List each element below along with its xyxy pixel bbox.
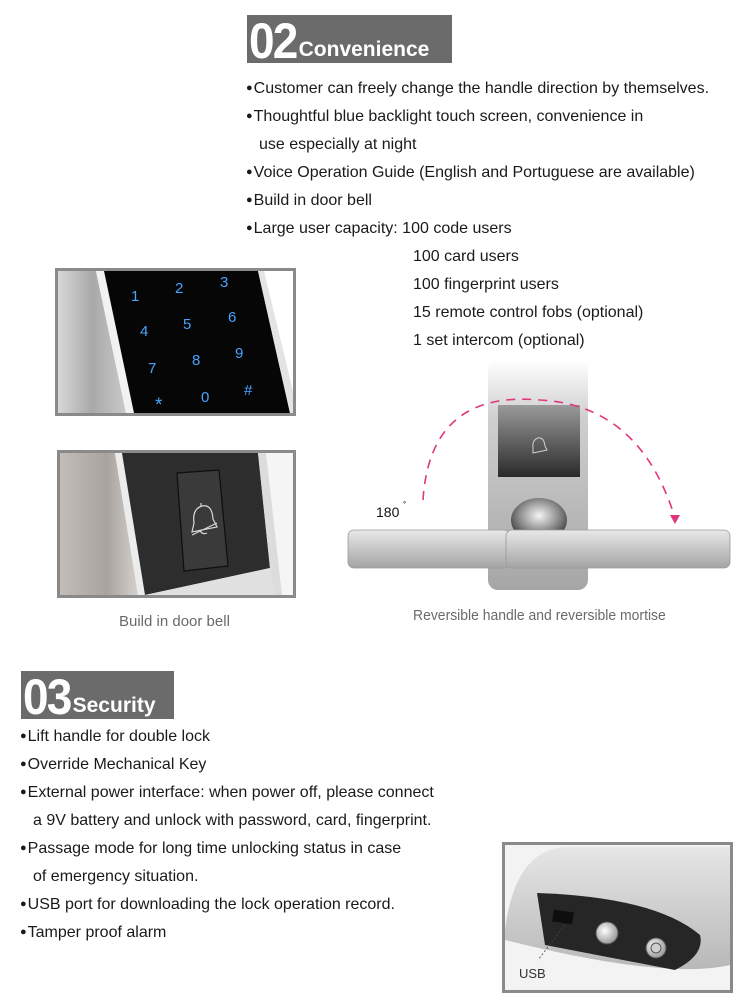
list-item-continuation: of emergency situation. [33, 868, 199, 885]
section-number: 02 [249, 15, 297, 63]
list-subitem: 1 set intercom (optional) [413, 332, 585, 349]
svg-text:1: 1 [131, 288, 140, 305]
svg-text:2: 2 [175, 280, 184, 297]
svg-text:4: 4 [140, 323, 149, 340]
list-item: ● Passage mode for long time unlocking status in case [20, 835, 434, 863]
svg-text:5: 5 [183, 316, 192, 333]
svg-text:3: 3 [220, 274, 229, 291]
security-section-header [21, 671, 174, 719]
list-item-continuation: a 9V battery and unlock with password, card, fingerprint. [33, 812, 432, 829]
arrow-tip-icon [670, 515, 680, 524]
handle-photo [340, 360, 740, 600]
list-item: ● Override Mechanical Key [20, 751, 434, 779]
list-item: ● Thoughtful blue backlight touch screen, convenience in [246, 103, 709, 131]
list-item: ● Large user capacity: 100 code users [246, 215, 709, 243]
svg-text:6: 6 [228, 309, 237, 326]
convenience-feature-list [246, 75, 709, 355]
keypad-photo [55, 268, 296, 416]
svg-text:7: 7 [148, 360, 157, 377]
section-number: 03 [23, 671, 71, 719]
list-subitem: 100 card users [413, 248, 519, 265]
section-title: Security [72, 694, 156, 717]
angle-label: 180 [376, 504, 400, 520]
doorbell-photo [57, 450, 296, 598]
list-item: ● USB port for downloading the lock operation record. [20, 891, 434, 919]
svg-text:0: 0 [201, 389, 210, 406]
list-subitem: 100 fingerprint users [413, 276, 559, 293]
list-item-continuation: use especially at night [259, 136, 417, 153]
list-item: ● Customer can freely change the handle direction by themselves. [246, 75, 709, 103]
security-feature-list [20, 723, 434, 947]
doorbell-caption: Build in door bell [119, 613, 230, 630]
keypad-illustration [58, 271, 293, 413]
usb-port-photo [502, 842, 733, 993]
usb-label: USB [519, 966, 546, 981]
list-item: ● Tamper proof alarm [20, 919, 434, 947]
list-item: ● Voice Operation Guide (English and Portuguese are available) [246, 159, 709, 187]
list-subitem: 15 remote control fobs (optional) [413, 304, 644, 321]
svg-text:#: # [244, 382, 253, 399]
svg-text:*: * [155, 395, 163, 413]
svg-text:9: 9 [235, 345, 244, 362]
list-item: ● Build in door bell [246, 187, 709, 215]
svg-text:8: 8 [192, 352, 201, 369]
section-title: Convenience [298, 38, 430, 61]
list-item: ● External power interface: when power off, please connect [20, 779, 434, 807]
handle-caption: Reversible handle and reversible mortise [413, 607, 666, 624]
convenience-section-header [247, 15, 452, 63]
degree-symbol: ° [403, 500, 407, 509]
list-item: ● Lift handle for double lock [20, 723, 434, 751]
